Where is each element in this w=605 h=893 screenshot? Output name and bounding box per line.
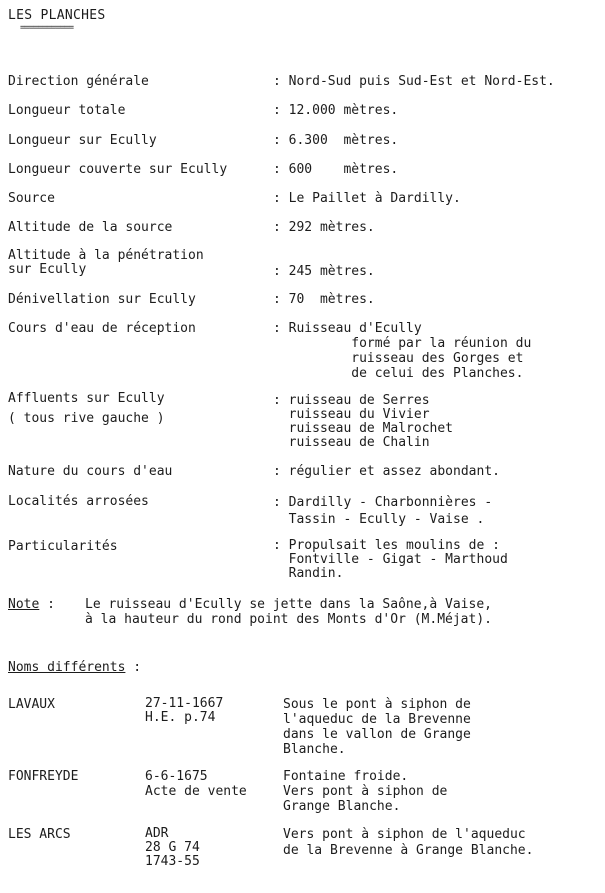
name-entry-lavaux: LAVAUX [8,697,55,712]
field-label-denivellation: Dénivellation sur Ecully [8,292,196,307]
field-label-altitude-penetration: Altitude à la pénétration sur Ecully [8,248,204,277]
name-entry-fonfreyde: FONFREYDE [8,769,79,784]
field-value-altitude-source: : 292 mètres. [273,220,375,235]
names-heading-group [8,660,141,675]
note-label: Note [8,597,40,612]
name-ref-fonfreyde: 6-6-1675 Acte de vente [145,769,247,799]
field-label-localites: Localités arrosées [8,494,149,509]
field-label-altitude-source: Altitude de la source [8,220,173,235]
field-label-longueur-ecully: Longueur sur Ecully [8,133,157,148]
note-colon: : [39,597,55,612]
field-label-cours-reception: Cours d'eau de réception [8,321,196,336]
names-heading-colon: : [125,660,142,675]
page-title: LES PLANCHES [8,8,106,23]
field-label-nature: Nature du cours d'eau [8,464,173,479]
name-desc-fonfreyde: Fontaine froide. Vers pont à siphon de Grange Blanche. [283,769,448,814]
field-label-affluents: Affluents sur Ecully ( tous rive gauche ) [8,391,165,426]
name-desc-les-arcs: Vers pont à siphon de l'aqueduc de la Brevenne à Grange Blanche. [283,827,534,858]
field-value-cours-reception: : Ruisseau d'Ecully formé par la réunion du ruisseau des Gorges et de celui des Planches. [273,321,532,381]
field-value-longueur-couverte: : 600 mètres. [273,162,399,177]
field-value-localites: : Dardilly - Charbonnières - Tassin - Ecully - Vaise . [273,495,493,527]
field-label-particularites: Particularités [8,539,118,554]
name-ref-lavaux: 27-11-1667 H.E. p.74 [145,696,224,725]
field-label-source: Source [8,191,55,206]
field-value-affluents: : ruisseau de Serres ruisseau du Vivier ruisseau de Malrochet ruisseau de Chalin [273,393,454,450]
field-value-source: : Le Paillet à Dardilly. [273,191,461,206]
title-underline: ============ [20,23,74,33]
field-value-nature: : régulier et assez abondant. [273,464,500,479]
field-label-direction: Direction générale [8,74,149,89]
field-value-altitude-penetration: : 245 mètres. [273,264,375,279]
field-value-denivellation: : 70 mètres. [273,292,375,307]
name-ref-les-arcs: ADR 28 G 74 1743-55 [145,826,200,869]
field-value-particularites: : Propulsait les moulins de : Fontville - Gigat - Marthoud Randin. [273,538,508,581]
name-desc-lavaux: Sous le pont à siphon de l'aqueduc de la Brevenne dans le vallon de Grange Blanche. [283,697,471,757]
field-label-longueur-couverte: Longueur couverte sur Ecully [8,162,228,177]
field-value-longueur-ecully: : 6.300 mètres. [273,133,399,148]
note-label-group [8,597,55,612]
name-entry-les-arcs: LES ARCS [8,827,71,842]
field-value-direction: : Nord-Sud puis Sud-Est et Nord-Est. [273,74,555,89]
field-value-longueur-totale: : 12.000 mètres. [273,103,399,118]
note-text: Le ruisseau d'Ecully se jette dans la Saône,à Vaise, à la hauteur du rond point des Monts d'Or (M.Méjat). [85,597,492,627]
field-label-longueur-totale: Longueur totale [8,103,126,118]
names-heading: Noms différents [8,660,126,675]
